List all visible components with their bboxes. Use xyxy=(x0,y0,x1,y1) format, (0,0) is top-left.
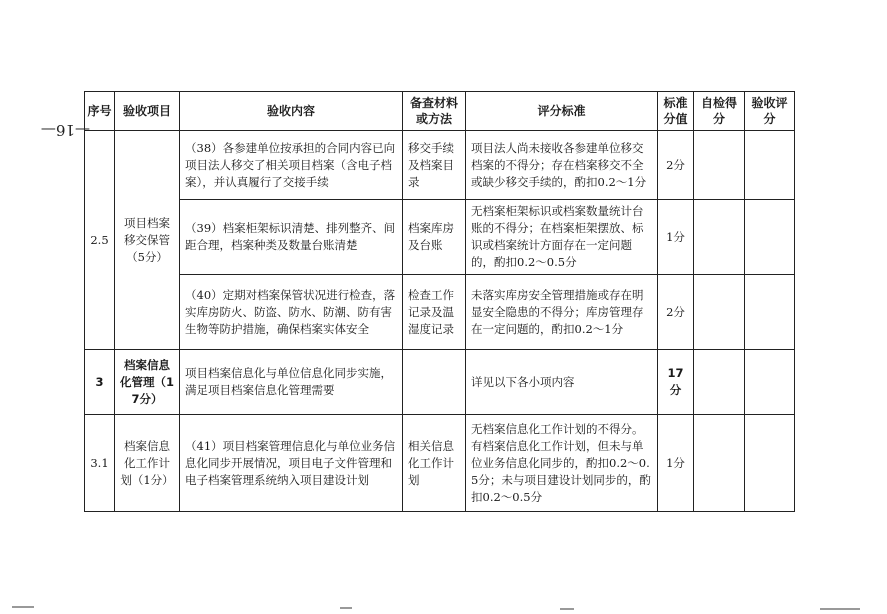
self-score-cell[interactable] xyxy=(694,200,745,275)
item-cell: 档案信息化管理（17分） xyxy=(115,350,180,415)
review-score-cell[interactable] xyxy=(745,415,795,512)
header-content: 验收内容 xyxy=(180,92,403,131)
materials-cell: 相关信息化工作计划 xyxy=(403,415,466,512)
score-cell: 17分 xyxy=(658,350,694,415)
content-cell: （39）档案柜架标识清楚、排列整齐、间距合理，档案种类及数量台账清楚 xyxy=(180,200,403,275)
scan-mark xyxy=(340,607,352,609)
table-row xyxy=(85,275,795,350)
review-score-cell[interactable] xyxy=(745,275,795,350)
review-score-cell[interactable] xyxy=(745,350,795,415)
materials-cell: 移交手续及档案目录 xyxy=(403,131,466,200)
index-cell: 3.1 xyxy=(85,415,115,512)
criteria-cell: 无档案柜架标识或档案数量统计台账的不得分；在档案柜架摆放、标识或档案统计方面存在一定问题的，酌扣0.2～0.5分 xyxy=(466,200,658,275)
scan-mark xyxy=(12,606,34,608)
self-score-cell[interactable] xyxy=(694,131,745,200)
criteria-cell: 无档案信息化工作计划的不得分。有档案信息化工作计划，但未与单位业务信息化同步的，酌扣0.2～0.5分；未与项目建设计划同步的，酌扣0.2～0.5分 xyxy=(466,415,658,512)
header-materials: 备查材料或方法 xyxy=(403,92,466,131)
header-criteria: 评分标准 xyxy=(466,92,658,131)
self-score-cell[interactable] xyxy=(694,350,745,415)
item-cell: 项目档案移交保管（5分） xyxy=(115,131,180,350)
header-row xyxy=(85,92,795,131)
criteria-cell: 未落实库房安全管理措施或存在明显安全隐患的不得分；库房管理存在一定问题的，酌扣0.2～1分 xyxy=(466,275,658,350)
header-index: 序号 xyxy=(85,92,115,131)
score-cell: 2分 xyxy=(658,131,694,200)
content-cell: 项目档案信息化与单位信息化同步实施，满足项目档案信息化管理需要 xyxy=(180,350,403,415)
scan-mark xyxy=(820,608,860,610)
self-score-cell[interactable] xyxy=(694,275,745,350)
scan-mark xyxy=(560,608,574,610)
score-cell: 1分 xyxy=(658,415,694,512)
review-score-cell[interactable] xyxy=(745,131,795,200)
table-row xyxy=(85,415,795,512)
score-cell: 2分 xyxy=(658,275,694,350)
criteria-cell: 项目法人尚未接收各参建单位移交档案的不得分；存在档案移交不全或缺少移交手续的，酌扣0.2～1分 xyxy=(466,131,658,200)
item-cell: 档案信息化工作计划（1分） xyxy=(115,415,180,512)
materials-cell: 档案库房及台账 xyxy=(403,200,466,275)
header-score: 标准分值 xyxy=(658,92,694,131)
index-cell: 3 xyxy=(85,350,115,415)
criteria-cell: 详见以下各小项内容 xyxy=(466,350,658,415)
content-cell: （41）项目档案管理信息化与单位业务信息化同步开展情况，项目电子文件管理和电子档案管理系统纳入项目建设计划 xyxy=(180,415,403,512)
materials-cell: 检查工作记录及温湿度记录 xyxy=(403,275,466,350)
content-cell: （40）定期对档案保管状况进行检查，落实库房防火、防盗、防水、防潮、防有害生物等防护措施，确保档案实体安全 xyxy=(180,275,403,350)
table-row xyxy=(85,350,795,415)
table-row xyxy=(85,200,795,275)
materials-cell xyxy=(403,350,466,415)
header-item: 验收项目 xyxy=(115,92,180,131)
review-score-cell[interactable] xyxy=(745,200,795,275)
acceptance-table xyxy=(84,91,795,512)
header-self: 自检得分 xyxy=(694,92,745,131)
content-cell: （38）各参建单位按承担的合同内容已向项目法人移交了相关项目档案（含电子档案），并认真履行了交接手续 xyxy=(180,131,403,200)
page-number: —16— xyxy=(40,121,90,139)
self-score-cell[interactable] xyxy=(694,415,745,512)
index-cell: 2.5 xyxy=(85,131,115,350)
table-row xyxy=(85,131,795,200)
score-cell: 1分 xyxy=(658,200,694,275)
header-review: 验收评分 xyxy=(745,92,795,131)
